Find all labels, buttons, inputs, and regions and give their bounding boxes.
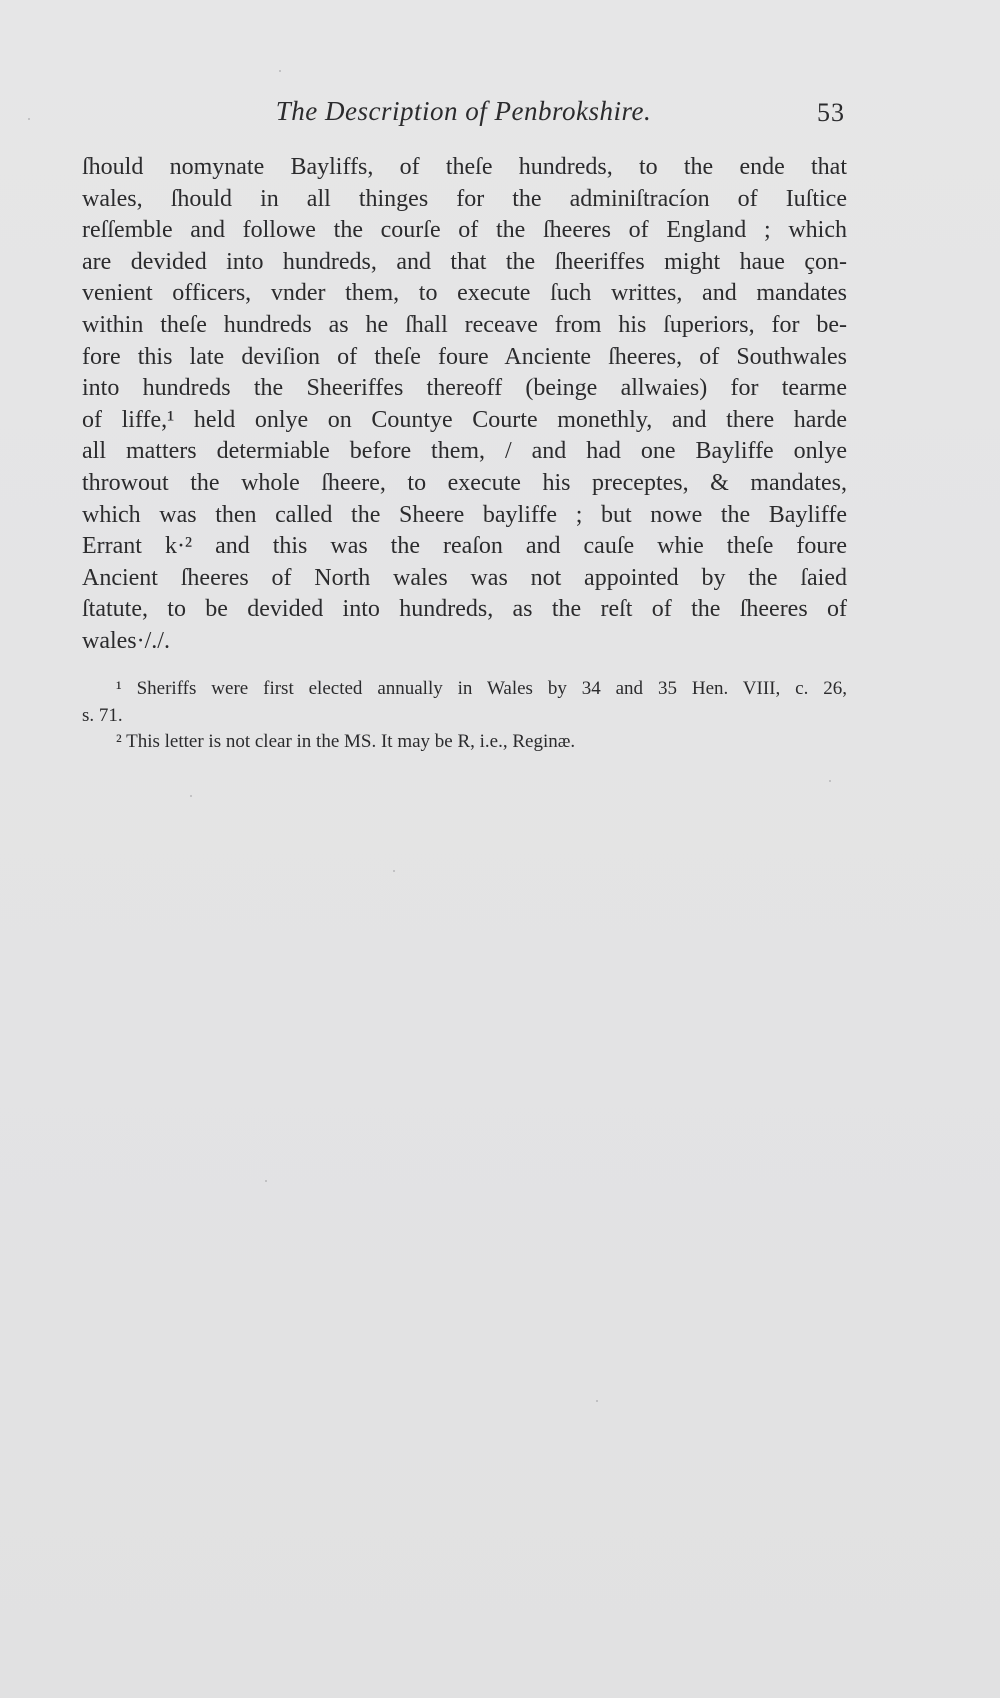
text-line: venient officers, vnder them, to execute ſuch writtes, and mandates xyxy=(82,280,847,307)
paper-speck xyxy=(265,1180,267,1182)
paper-speck xyxy=(829,780,831,782)
text-line: throwout the whole ſheere, to execute his preceptes, & mandates, xyxy=(82,469,847,496)
paper-speck xyxy=(190,795,192,797)
text-line: which was then called the Sheere bayliffe ; but nowe the Bayliffe xyxy=(82,501,847,528)
text-line: all matters determiable before them, / and had one Bayliffe onlye xyxy=(82,438,847,465)
text-line: wales·/./. xyxy=(82,627,170,654)
paper-speck xyxy=(279,70,281,72)
footnote-line: ² This letter is not clear in the MS. It may be R, i.e., Reginæ. xyxy=(116,731,576,752)
text-line: into hundreds the Sheeriffes thereoff (beinge allwaies) for tearme xyxy=(82,375,847,402)
text-line: Ancient ſheeres of North wales was not appointed by the ſaied xyxy=(82,564,847,591)
text-line: reſſemble and followe the courſe of the ſheeres of England ; which xyxy=(82,217,847,244)
running-head xyxy=(82,96,845,136)
text-line: Errant k·² and this was the reaſon and cauſe whie theſe foure xyxy=(82,533,847,560)
paper-speck xyxy=(393,870,395,872)
text-line: wales, ſhould in all thinges for the adminiſtracíon of Iuſtice xyxy=(82,185,847,212)
paper-speck xyxy=(596,1400,598,1402)
running-title: The Description of Penbrokshire. xyxy=(275,96,652,126)
text-line: ſhould nomynate Bayliffs, of theſe hundreds, to the ende that xyxy=(82,154,847,180)
text-line: are devided into hundreds, and that the ſheeriffes might haue çon- xyxy=(82,248,847,275)
body-text xyxy=(82,152,847,658)
footnotes xyxy=(82,676,847,756)
text-line: of liffe,¹ held onlye on Countye Courte monethly, and there harde xyxy=(82,406,847,433)
text-line: fore this late deviſion of theſe foure Anciente ſheeres, of Southwales xyxy=(82,343,847,370)
footnote-line: ¹ Sheriffs were first elected annually in Wales by 34 and 35 Hen. VIII, c. 26, xyxy=(116,678,847,699)
text-line: within theſe hundreds as he ſhall receave from his ſuperiors, for be- xyxy=(82,311,847,338)
footnote-line: s. 71. xyxy=(82,704,123,726)
paper-speck xyxy=(28,118,30,120)
page-number: 53 xyxy=(817,98,845,127)
text-line: ſtatute, to be devided into hundreds, as the reſt of the ſheeres of xyxy=(82,596,847,623)
